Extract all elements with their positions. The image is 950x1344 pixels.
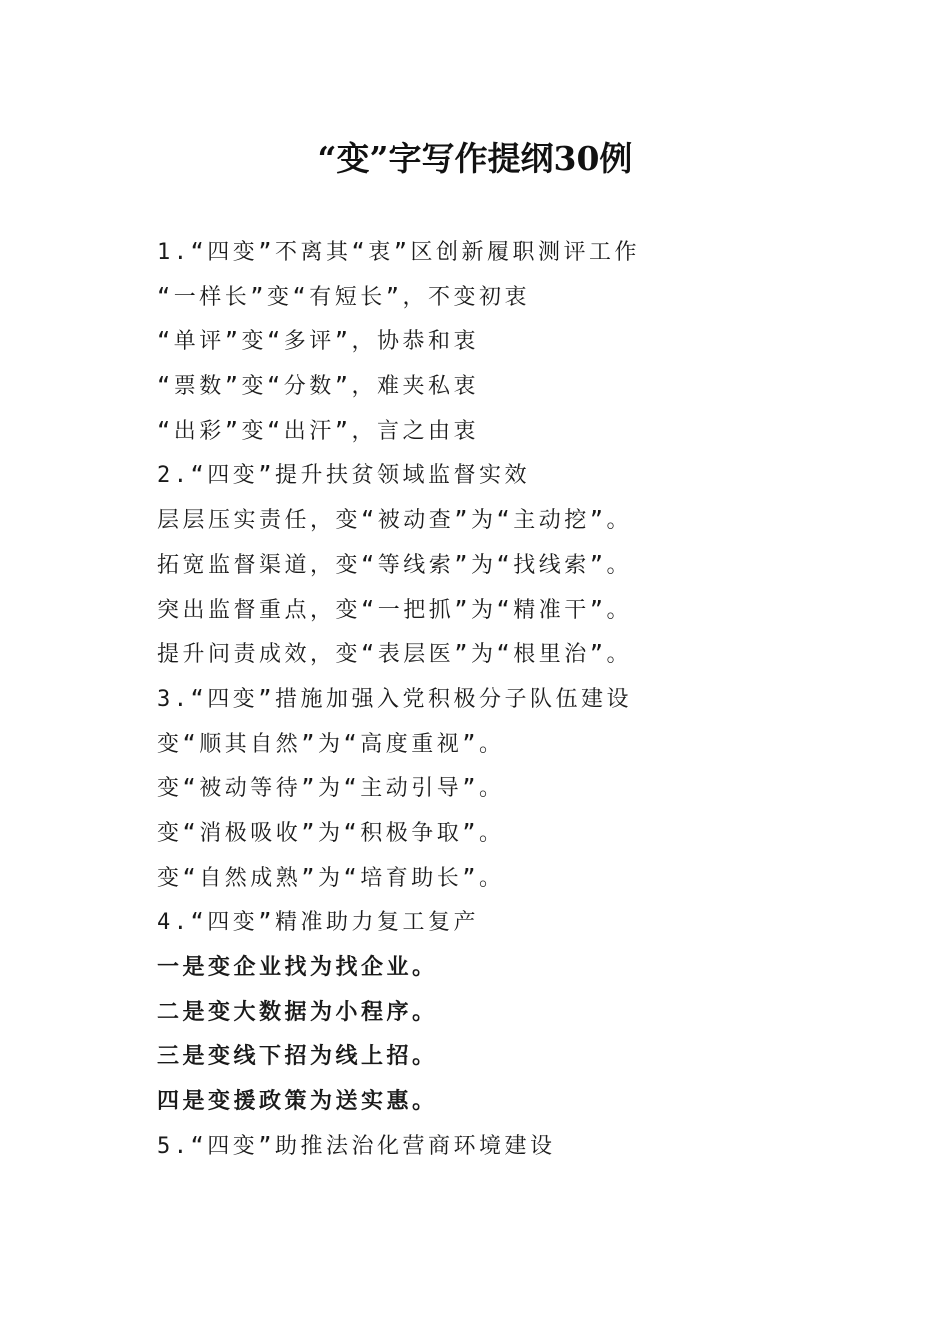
outline-line: “单评”变“多评”，协恭和衷 xyxy=(157,329,479,355)
outline-line: 变“消极吸收”为“积极争取”。 xyxy=(157,820,505,846)
section-heading: 5.“四变”助推法治化营商环境建设 xyxy=(157,1133,556,1159)
outline-line: 拓宽监督渠道，变“等线索”为“找线索”。 xyxy=(157,552,632,578)
document-title: “变”字写作提纲30例 xyxy=(317,139,633,178)
outline-line: 一是变企业找为找企业。 xyxy=(157,955,438,980)
outline-line: 二是变大数据为小程序。 xyxy=(157,999,438,1025)
outline-line: 变“顺其自然”为“高度重视”。 xyxy=(157,731,505,757)
outline-line: “一样长”变“有短长”，不变初衷 xyxy=(157,284,530,310)
outline-line: 提升问责成效，变“表层医”为“根里治”。 xyxy=(157,642,632,668)
outline-line: 四是变援政策为送实惠。 xyxy=(157,1089,438,1115)
section-heading: 2.“四变”提升扶贫领域监督实效 xyxy=(157,463,530,489)
outline-line: 突出监督重点，变“一把抓”为“精准干”。 xyxy=(157,597,632,623)
section-heading: 1.“四变”不离其“衷”区创新履职测评工作 xyxy=(157,240,640,265)
outline-line: “出彩”变“出汗”，言之由衷 xyxy=(157,418,479,444)
outline-line: 三是变线下招为线上招。 xyxy=(157,1044,438,1070)
outline-line: 变“自然成熟”为“培育助长”。 xyxy=(157,865,505,891)
section-heading: 4.“四变”精准助力复工复产 xyxy=(157,910,479,936)
outline-line: 变“被动等待”为“主动引导”。 xyxy=(157,776,505,802)
outline-list xyxy=(157,231,857,1169)
outline-line: 层层压实责任，变“被动查”为“主动挖”。 xyxy=(157,508,632,534)
section-heading: 3.“四变”措施加强入党积极分子队伍建设 xyxy=(157,686,632,712)
outline-line: “票数”变“分数”，难夹私衷 xyxy=(157,374,479,400)
